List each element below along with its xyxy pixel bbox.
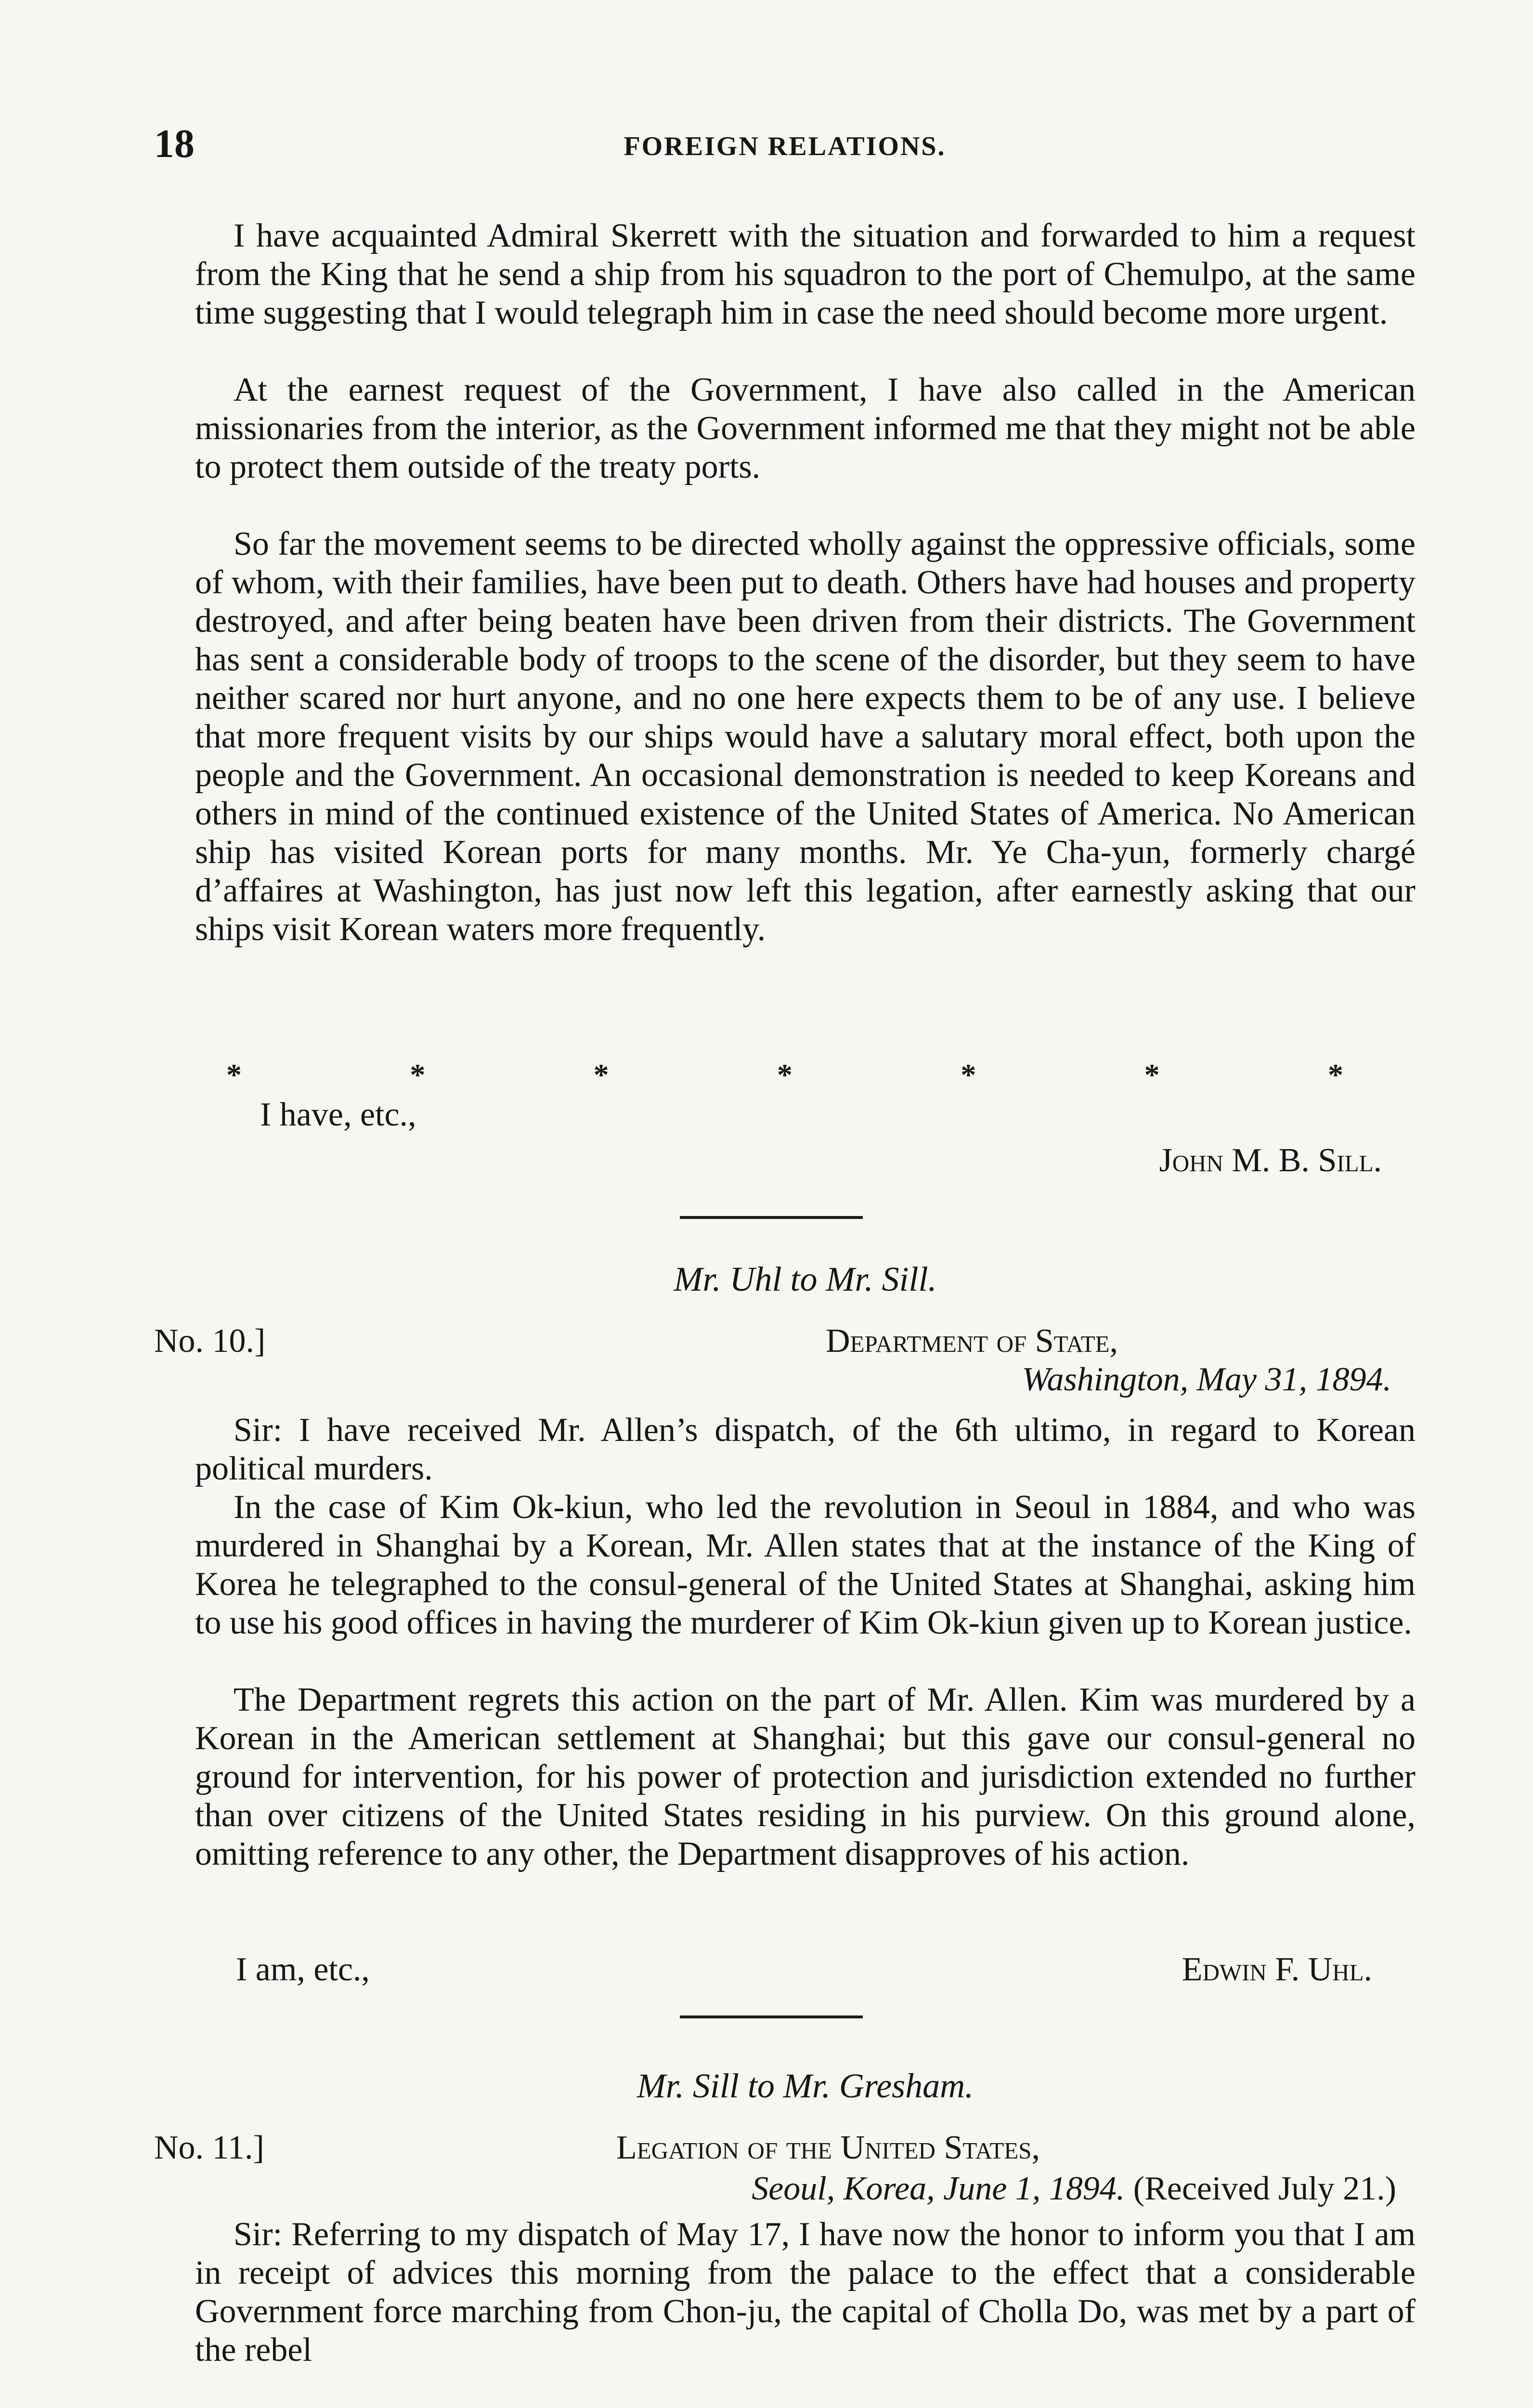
letter3-received: (Received July 21.) <box>1133 2170 1396 2207</box>
letter2-closing: I am, etc., <box>236 1951 370 1988</box>
letter2-paragraph-1: Sir: I have received Mr. Allen’s dispatch, of the 6th ultimo, in regard to Korean political murders. <box>195 1412 1416 1487</box>
letter2-number: No. 10.] <box>154 1322 266 1360</box>
letter3-paragraph-1: Sir: Referring to my dispatch of May 17, I have now the honor to inform you that I am in receipt of advices this morning from the palace to the effect that a considerable Government force marching from Chon-ju, the capital of Cholla Do, was met by a part of the rebel <box>195 2216 1416 2369</box>
page-number: 18 <box>154 121 195 166</box>
letter2-title: Mr. Uhl to Mr. Sill. <box>674 1260 937 1298</box>
letter2-signature: Edwin F. Uhl. <box>1182 1951 1372 1988</box>
letter1-signature: John M. B. Sill. <box>1159 1142 1382 1179</box>
star: * <box>226 1058 242 1092</box>
letter2-office: Department of State, <box>826 1322 1118 1360</box>
running-title: FOREIGN RELATIONS. <box>624 131 946 161</box>
letter2-paragraph-3: The Department regrets this action on the part of Mr. Allen. Kim was murdered by a Korean in the American settlement at Shanghai; but this gave our consul-general no ground for intervention, for his power of protection and jurisdiction extended no further than over citizens of the United States residing in his purview. On this ground alone, omitting reference to any other, the Department disapproves of his action. <box>195 1681 1416 1872</box>
section-divider <box>680 2015 863 2018</box>
section-divider <box>680 1216 863 1219</box>
star: * <box>777 1058 792 1092</box>
star: * <box>593 1058 609 1092</box>
star: * <box>1144 1058 1160 1092</box>
letter3-title: Mr. Sill to Mr. Gresham. <box>637 2067 974 2105</box>
letter1-closing: I have, etc., <box>260 1096 416 1133</box>
star: * <box>1327 1058 1343 1092</box>
letter3-place-date-text: Seoul, Korea, June 1, 1894. <box>752 2170 1125 2207</box>
letter3-office: Legation of the United States, <box>616 2129 1040 2166</box>
letter1-paragraph-3: So far the movement seems to be directed wholly against the oppressive officials, some of whom, with their families, have been put to death. Others have had houses and property destroyed, and after being beaten have been driven from their districts. The Government has sent a considerable body of troops to the scene of the disorder, but they seem to have neither scared nor hurt anyone, and no one here expects them to be of any use. I believe that more frequent visits by our ships would have a salutary moral effect, both upon the people and the Government. An occasional demonstration is needed to keep Koreans and others in mind of the continued existence of the United States of America. No American ship has visited Korean ports for many months. Mr. Ye Cha-yun, formerly chargé d’affaires at Washington, has just now left this legation, after earnestly asking that our ships visit Korean waters more frequently. <box>195 525 1416 948</box>
letter1-paragraph-2: At the earnest request of the Government, I have also called in the American missionaries from the interior, as the Government informed me that they might not be able to protect them outside of the treaty ports. <box>195 371 1416 485</box>
letter2-paragraph-2: In the case of Kim Ok-kiun, who led the revolution in Seoul in 1884, and who was murdered in Shanghai by a Korean, Mr. Allen states that at the instance of the King of Korea he telegraphed to the consul-general of the United States at Shanghai, asking him to use his good offices in having the murderer of Kim Ok-kiun given up to Korean justice. <box>195 1489 1416 1641</box>
letter3-number: No. 11.] <box>154 2129 264 2166</box>
star: * <box>410 1058 426 1092</box>
letter1-paragraph-1: I have acquainted Admiral Skerrett with the situation and forwarded to him a request from the King that he send a ship from his squadron to the port of Chemulpo, at the same time suggesting that I would telegraph him in case the need should become more urgent. <box>195 217 1416 331</box>
letter3-place-date <box>481 2170 1396 2208</box>
page-header <box>154 120 1416 173</box>
ellipsis-stars <box>226 1057 1343 1091</box>
letter2-place-date: Washington, May 31, 1894. <box>1022 1361 1391 1398</box>
star: * <box>961 1058 976 1092</box>
